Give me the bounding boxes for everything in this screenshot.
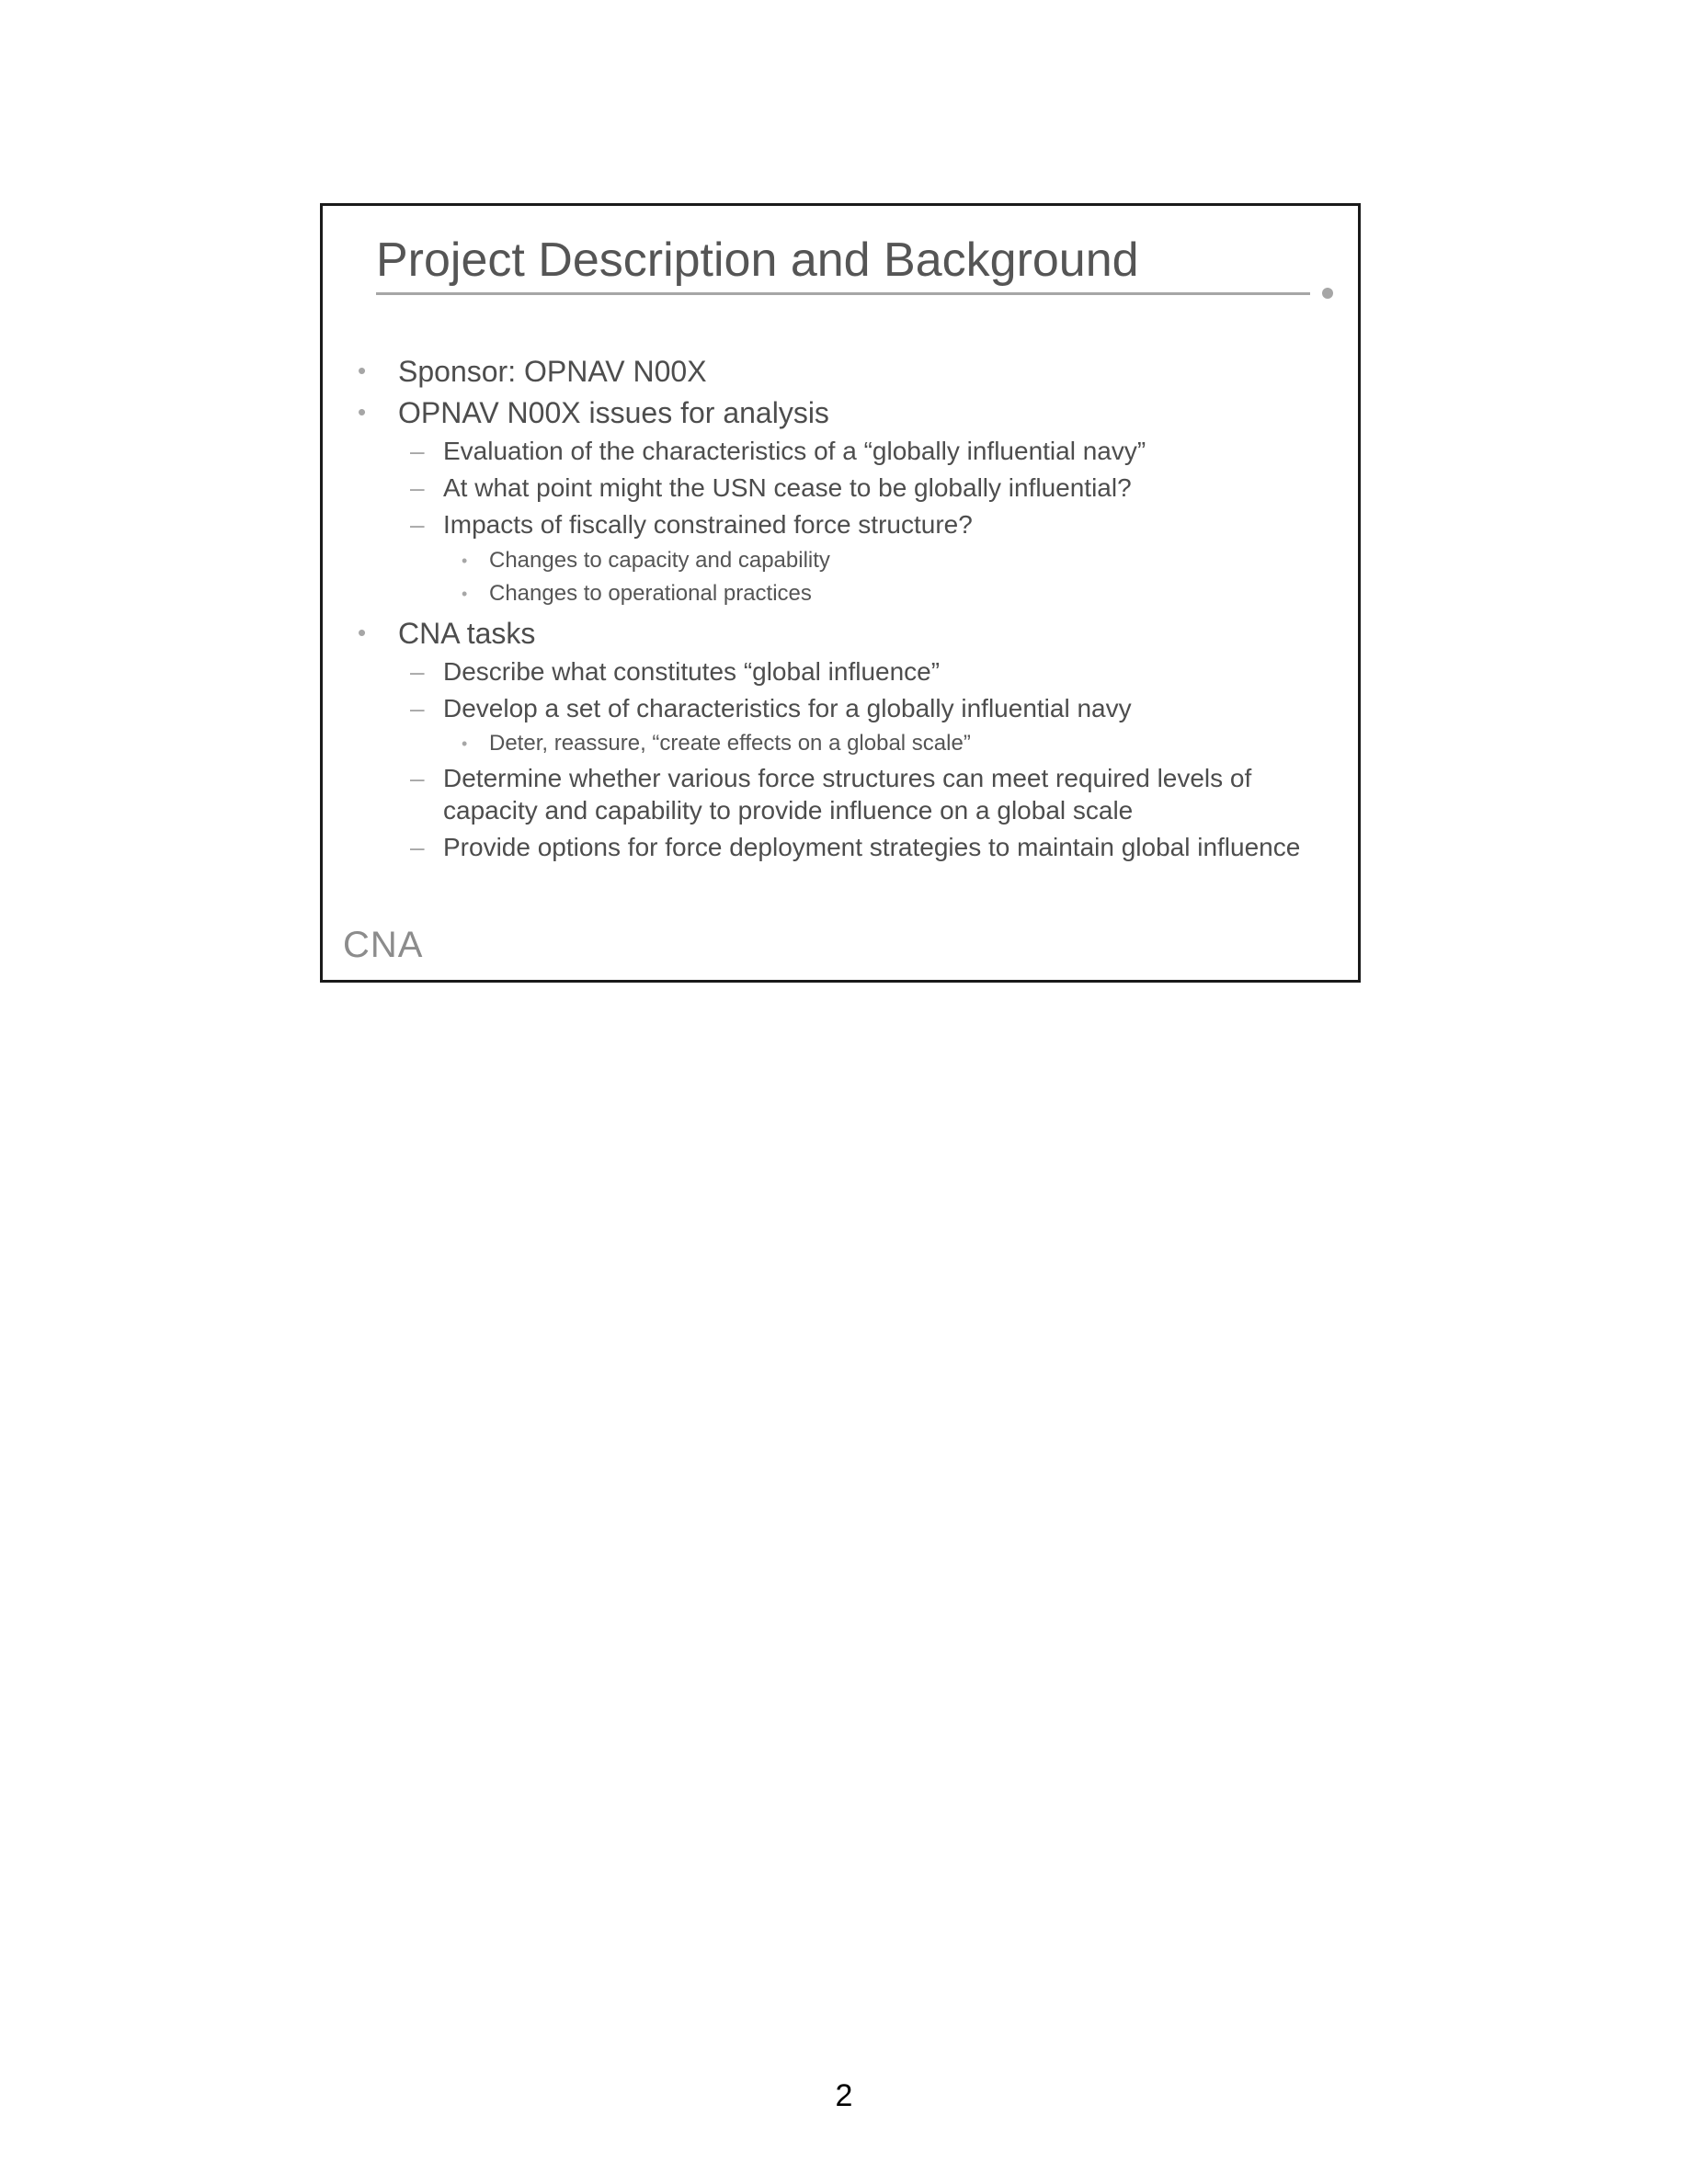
bullet-marker: • <box>462 552 468 570</box>
bullet-text: Describe what constitutes “global influence” <box>443 657 941 686</box>
bullet-marker: • <box>358 398 367 426</box>
title-underline <box>376 292 1310 295</box>
bullet-cna-tasks <box>358 617 536 650</box>
sub-bullet-provide-options <box>410 833 1301 861</box>
bullet-text: Changes to operational practices <box>489 581 812 606</box>
bullet-marker: • <box>358 619 367 646</box>
bullet-text: CNA tasks <box>398 617 536 650</box>
sub-sub-bullet-capacity <box>462 548 830 573</box>
sub-bullet-determine-continuation <box>443 798 1133 824</box>
bullet-marker: • <box>462 585 468 603</box>
sub-sub-bullet-deter <box>462 731 971 756</box>
bullet-marker: • <box>358 357 367 384</box>
dash-marker: – <box>410 473 425 502</box>
sub-sub-bullet-operational <box>462 581 812 606</box>
sub-bullet-describe <box>410 657 941 686</box>
bullet-text: Sponsor: OPNAV N00X <box>398 355 707 388</box>
dash-marker: – <box>410 764 425 792</box>
bullet-text: Changes to capacity and capability <box>489 548 830 573</box>
bullet-text: Determine whether various force structures can meet required levels of <box>443 764 1252 792</box>
bullet-text: Impacts of fiscally constrained force structure? <box>443 510 973 539</box>
sub-bullet-determine <box>410 764 1252 792</box>
slide-title: Project Description and Background <box>376 233 1139 287</box>
bullet-text: At what point might the USN cease to be globally influential? <box>443 473 1132 502</box>
slide <box>320 203 1361 983</box>
sub-bullet-evaluation <box>410 437 1146 465</box>
bullet-text: Develop a set of characteristics for a globally influential navy <box>443 694 1132 722</box>
bullet-text: capacity and capability to provide influence on a global scale <box>443 796 1134 825</box>
bullet-marker: • <box>462 734 468 753</box>
dash-marker: – <box>410 657 425 686</box>
bullet-text: Deter, reassure, “create effects on a global scale” <box>489 731 971 756</box>
bullet-text: OPNAV N00X issues for analysis <box>398 396 829 429</box>
dash-marker: – <box>410 510 425 539</box>
dash-marker: – <box>410 437 425 465</box>
sub-bullet-develop <box>410 694 1132 722</box>
bullet-sponsor <box>358 355 707 388</box>
dash-marker: – <box>410 694 425 722</box>
dash-marker: – <box>410 833 425 861</box>
sub-bullet-cease-influential <box>410 473 1132 502</box>
bullet-text: Provide options for force deployment strategies to maintain global influence <box>443 833 1301 861</box>
bullet-text: Evaluation of the characteristics of a “globally influential navy” <box>443 437 1146 465</box>
sub-bullet-fiscal-impacts <box>410 510 973 539</box>
bullet-issues <box>358 396 829 429</box>
cna-logo: CNA <box>343 925 424 965</box>
title-dot-ornament <box>1322 288 1333 299</box>
page-number: 2 <box>835 2078 853 2113</box>
